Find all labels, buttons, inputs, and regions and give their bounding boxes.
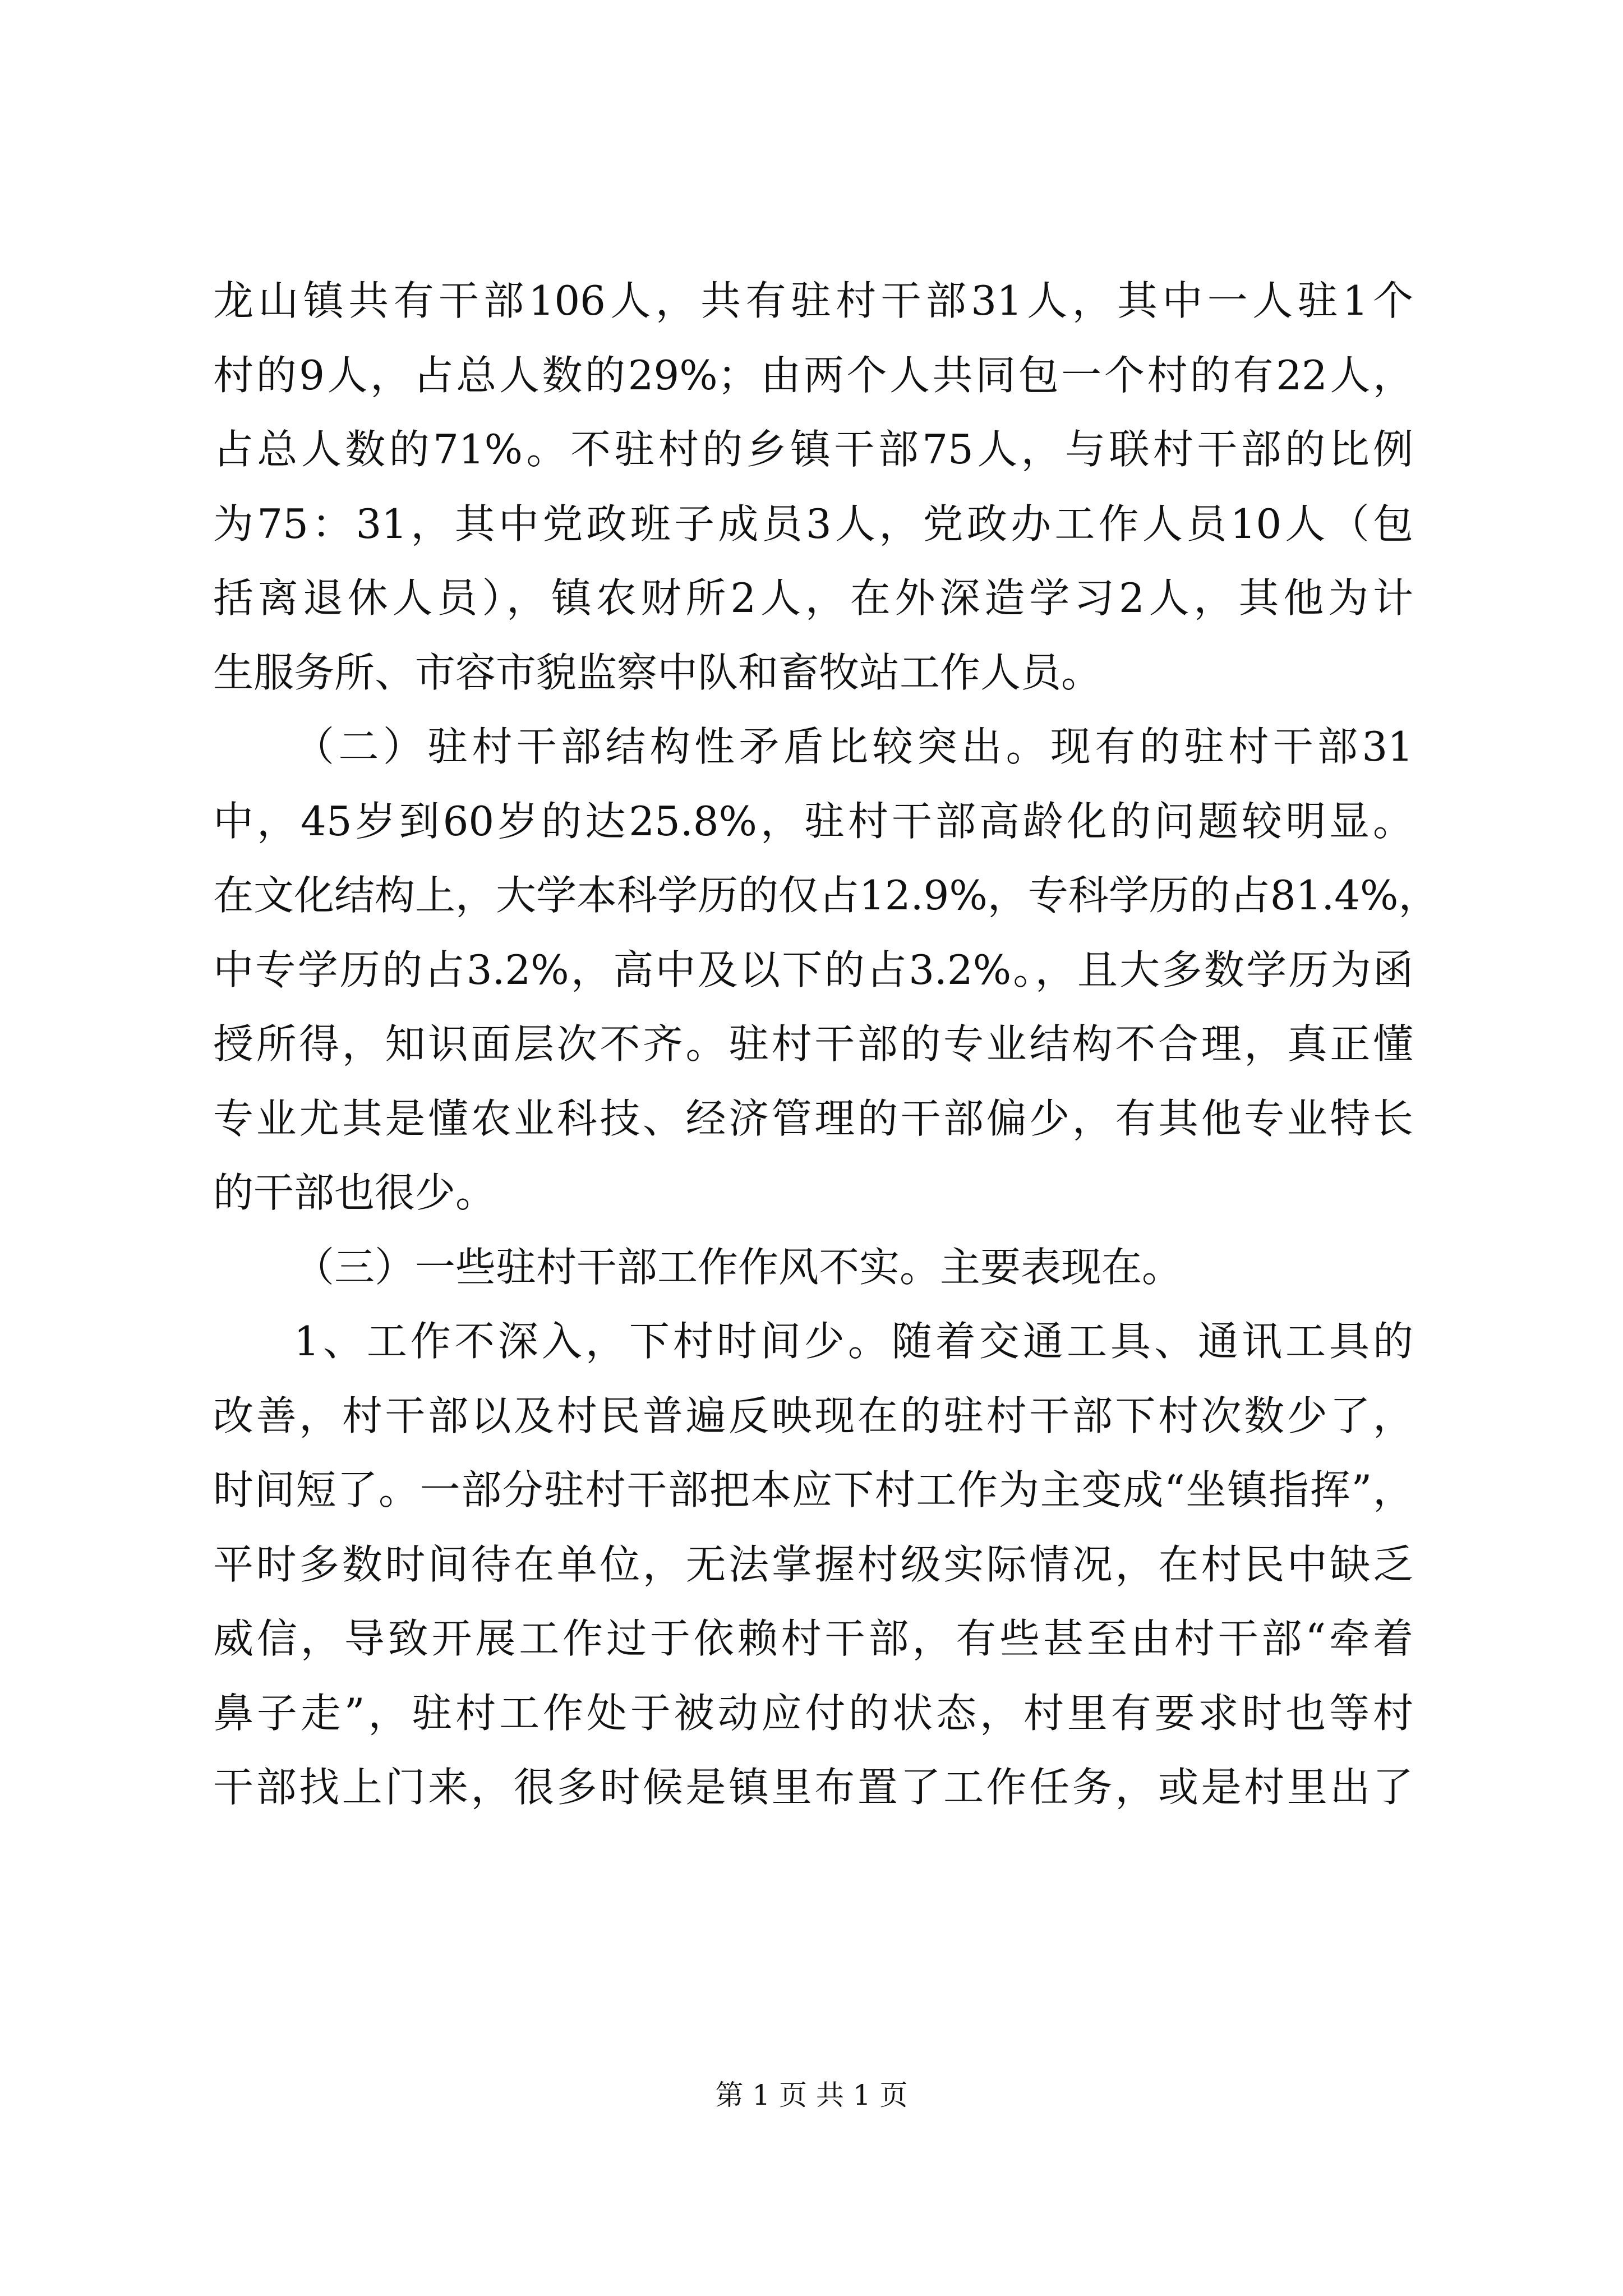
text-line: 平时多数时间待在单位，无法掌握村级实际情况，在村民中缺乏 bbox=[213, 1540, 1413, 1588]
text-line: 为75：31，其中党政班子成员3人，党政办工作人员10人（包 bbox=[213, 500, 1413, 547]
text-line: 1、工作不深入，下村时间少。随着交通工具、通讯工具的 bbox=[294, 1318, 1413, 1365]
text-line: （二）驻村干部结构性矛盾比较突出。现有的驻村干部31 bbox=[294, 723, 1413, 770]
text-line: 在文化结构上，大学本科学历的仅占12.9%，专科学历的占81.4%， bbox=[213, 872, 1439, 919]
text-line: 生服务所、市容市貌监察中队和畜牧站工作人员。 bbox=[213, 648, 1102, 696]
body-text bbox=[213, 264, 1439, 1825]
text-line: 村的9人，占总人数的29%；由两个人共同包一个村的有22人， bbox=[213, 351, 1413, 399]
page-footer: 第 1 页 共 1 页 bbox=[715, 2079, 908, 2111]
text-line: 专业尤其是懂农业科技、经济管理的干部偏少，有其他专业特长 bbox=[213, 1094, 1413, 1142]
text-line: 龙山镇共有干部106人，共有驻村干部31人，其中一人驻1个 bbox=[213, 277, 1413, 324]
text-line: 授所得，知识面层次不齐。驻村干部的专业结构不合理，真正懂 bbox=[213, 1020, 1413, 1068]
text-line: 时间短了。一部分驻村干部把本应下村工作为主变成“坐镇指挥”， bbox=[213, 1466, 1413, 1513]
text-line: 改善，村干部以及村民普遍反映现在的驻村干部下村次数少了， bbox=[213, 1392, 1413, 1439]
text-line: 干部找上门来，很多时候是镇里布置了工作任务，或是村里出了 bbox=[213, 1764, 1413, 1811]
text-line: 鼻子走”，驻村工作处于被动应付的状态，村里有要求时也等村 bbox=[213, 1689, 1413, 1737]
text-line: 占总人数的71%。不驻村的乡镇干部75人，与联村干部的比例 bbox=[213, 426, 1413, 473]
text-line: （三）一些驻村干部工作作风不实。主要表现在。 bbox=[294, 1243, 1183, 1291]
text-line: 中，45岁到60岁的达25.8%，驻村干部高龄化的问题较明显。 bbox=[213, 797, 1413, 845]
text-line: 威信，导致开展工作过于依赖村干部，有些甚至由村干部“牵着 bbox=[213, 1615, 1413, 1662]
text-line: 中专学历的占3.2%，高中及以下的占3.2%。，且大多数学历为函 bbox=[213, 946, 1413, 993]
text-line: 的干部也很少。 bbox=[213, 1169, 496, 1216]
text-line: 括离退休人员），镇农财所2人，在外深造学习2人，其他为计 bbox=[213, 574, 1413, 622]
